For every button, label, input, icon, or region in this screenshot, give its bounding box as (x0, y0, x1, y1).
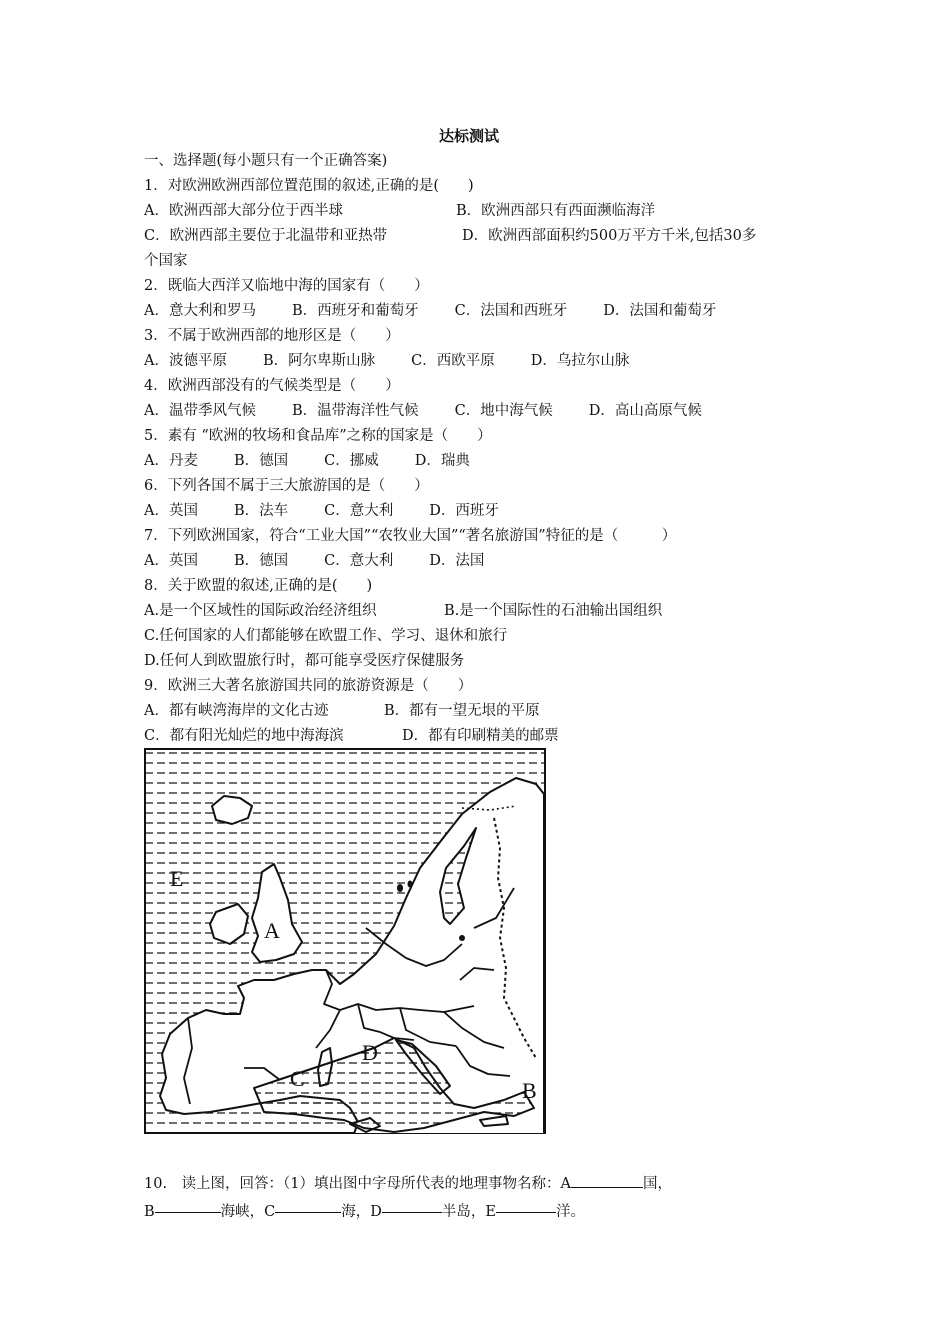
page-title: 达标测试 (438, 127, 499, 145)
question-2-stem: 2．既临大西洋又临地中海的国家有（ ） (144, 278, 429, 294)
option-d: D．乌拉尔山脉 (530, 353, 630, 369)
blank-e[interactable] (496, 1198, 556, 1213)
option-b: B．阿尔卑斯山脉 (262, 353, 376, 369)
option-a: A．温带季风气候 (144, 403, 256, 419)
question-4-stem: 4．欧洲西部没有的气候类型是（ ） (144, 378, 400, 394)
option-d: D．法国 (429, 553, 485, 569)
option-c: C．欧洲西部主要位于北温带和亚热带 (144, 228, 388, 244)
option-a: A．英国 (144, 503, 198, 519)
question-6-options (144, 499, 824, 524)
option-d: D.任何人到欧盟旅行时，都可能享受医疗保健服务 (144, 653, 465, 669)
option-c: C．西欧平原 (411, 353, 495, 369)
map-label-d: D (362, 1040, 378, 1065)
option-d-continued: 个国家 (144, 253, 188, 269)
question-10-line-2: B 海峡，C 海，D 半岛，E 洋。 (144, 1198, 824, 1226)
option-a: A．意大利和罗马 (144, 303, 256, 319)
option-b: B．德国 (233, 553, 289, 569)
question-9-options-cd (144, 724, 824, 749)
question-3-options (144, 349, 824, 374)
option-d: D．都有印刷精美的邮票 (402, 728, 559, 744)
option-b: B．温带海洋性气候 (291, 403, 419, 419)
option-d: D．高山高原气候 (588, 403, 702, 419)
question-10-prompt: 10. 读上图，回答：（1）填出图中字母所代表的地理事物名称：A 国， (144, 1170, 672, 1198)
blank-a[interactable] (571, 1173, 643, 1188)
question-8-options-ab (144, 599, 824, 624)
question-9-stem: 9．欧洲三大著名旅游国共同的旅游资源是（ ） (144, 678, 473, 694)
option-c: C．意大利 (324, 503, 394, 519)
option-b: B．都有一望无垠的平原 (384, 703, 540, 719)
option-c: C.任何国家的人们都能够在欧盟工作、学习、退休和旅行 (144, 628, 508, 644)
question-7-stem: 7．下列欧洲国家，符合“工业大国”“农牧业大国”“著名旅游国”特征的是（ ） (144, 528, 677, 544)
option-b: B．西班牙和葡萄牙 (291, 303, 419, 319)
option-c: C．都有阳光灿烂的地中海海滨 (144, 728, 344, 744)
option-b: B．法车 (233, 503, 289, 519)
option-b: B．欧洲西部只有西面濒临海洋 (456, 203, 656, 219)
question-1-options-ab (144, 199, 824, 224)
section-heading: 一、选择题(每小题只有一个正确答案) (144, 153, 388, 169)
question-5-options (144, 449, 824, 474)
option-a: A．波德平原 (144, 353, 227, 369)
option-d: D．法国和葡萄牙 (603, 303, 717, 319)
blank-c[interactable] (275, 1198, 341, 1213)
option-b: B．德国 (233, 453, 289, 469)
option-d: D．西班牙 (429, 503, 499, 519)
map-label-a: A (264, 918, 280, 943)
question-10 (144, 1170, 824, 1226)
option-a: A．英国 (144, 553, 198, 569)
option-a: A．丹麦 (144, 453, 198, 469)
question-2-options (144, 299, 824, 324)
option-c: C．法国和西班牙 (454, 303, 568, 319)
worksheet (144, 124, 824, 749)
question-6-stem: 6．下列各国不属于三大旅游国的是（ ） (144, 478, 429, 494)
map-label-c: C (290, 1066, 305, 1091)
blank-b[interactable] (155, 1198, 221, 1213)
question-7-options (144, 549, 824, 574)
question-5-stem: 5．素有 “欧洲的牧场和食品库”之称的国家是（ ） (144, 428, 492, 444)
question-9-options-ab (144, 699, 824, 724)
option-a: A．欧洲西部大部分位于西半球 (144, 203, 343, 219)
option-c: C．意大利 (324, 553, 394, 569)
option-c: C．地中海气候 (454, 403, 553, 419)
option-d: D．瑞典 (414, 453, 470, 469)
map-label-b: B (522, 1078, 537, 1103)
europe-map (144, 748, 546, 1134)
question-1-stem: 1．对欧洲欧洲西部位置范围的叙述,正确的是( ) (144, 178, 474, 194)
question-3-stem: 3．不属于欧洲西部的地形区是（ ） (144, 328, 400, 344)
option-b: B.是一个国际性的石油输出国组织 (444, 603, 663, 619)
question-1-options-cd (144, 224, 824, 249)
option-a: A.是一个区域性的国际政治经济组织 (144, 603, 377, 619)
option-a: A．都有峡湾海岸的文化古迹 (144, 703, 329, 719)
blank-d[interactable] (382, 1198, 442, 1213)
question-10-line-1 (144, 1170, 824, 1198)
option-c: C．挪威 (324, 453, 379, 469)
question-8-stem: 8．关于欧盟的叙述,正确的是( ) (144, 578, 373, 594)
question-4-options (144, 399, 824, 424)
map-label-e: E (170, 866, 184, 891)
option-d: D．欧洲西部面积约500万平方千米,包括30多 (462, 228, 757, 244)
